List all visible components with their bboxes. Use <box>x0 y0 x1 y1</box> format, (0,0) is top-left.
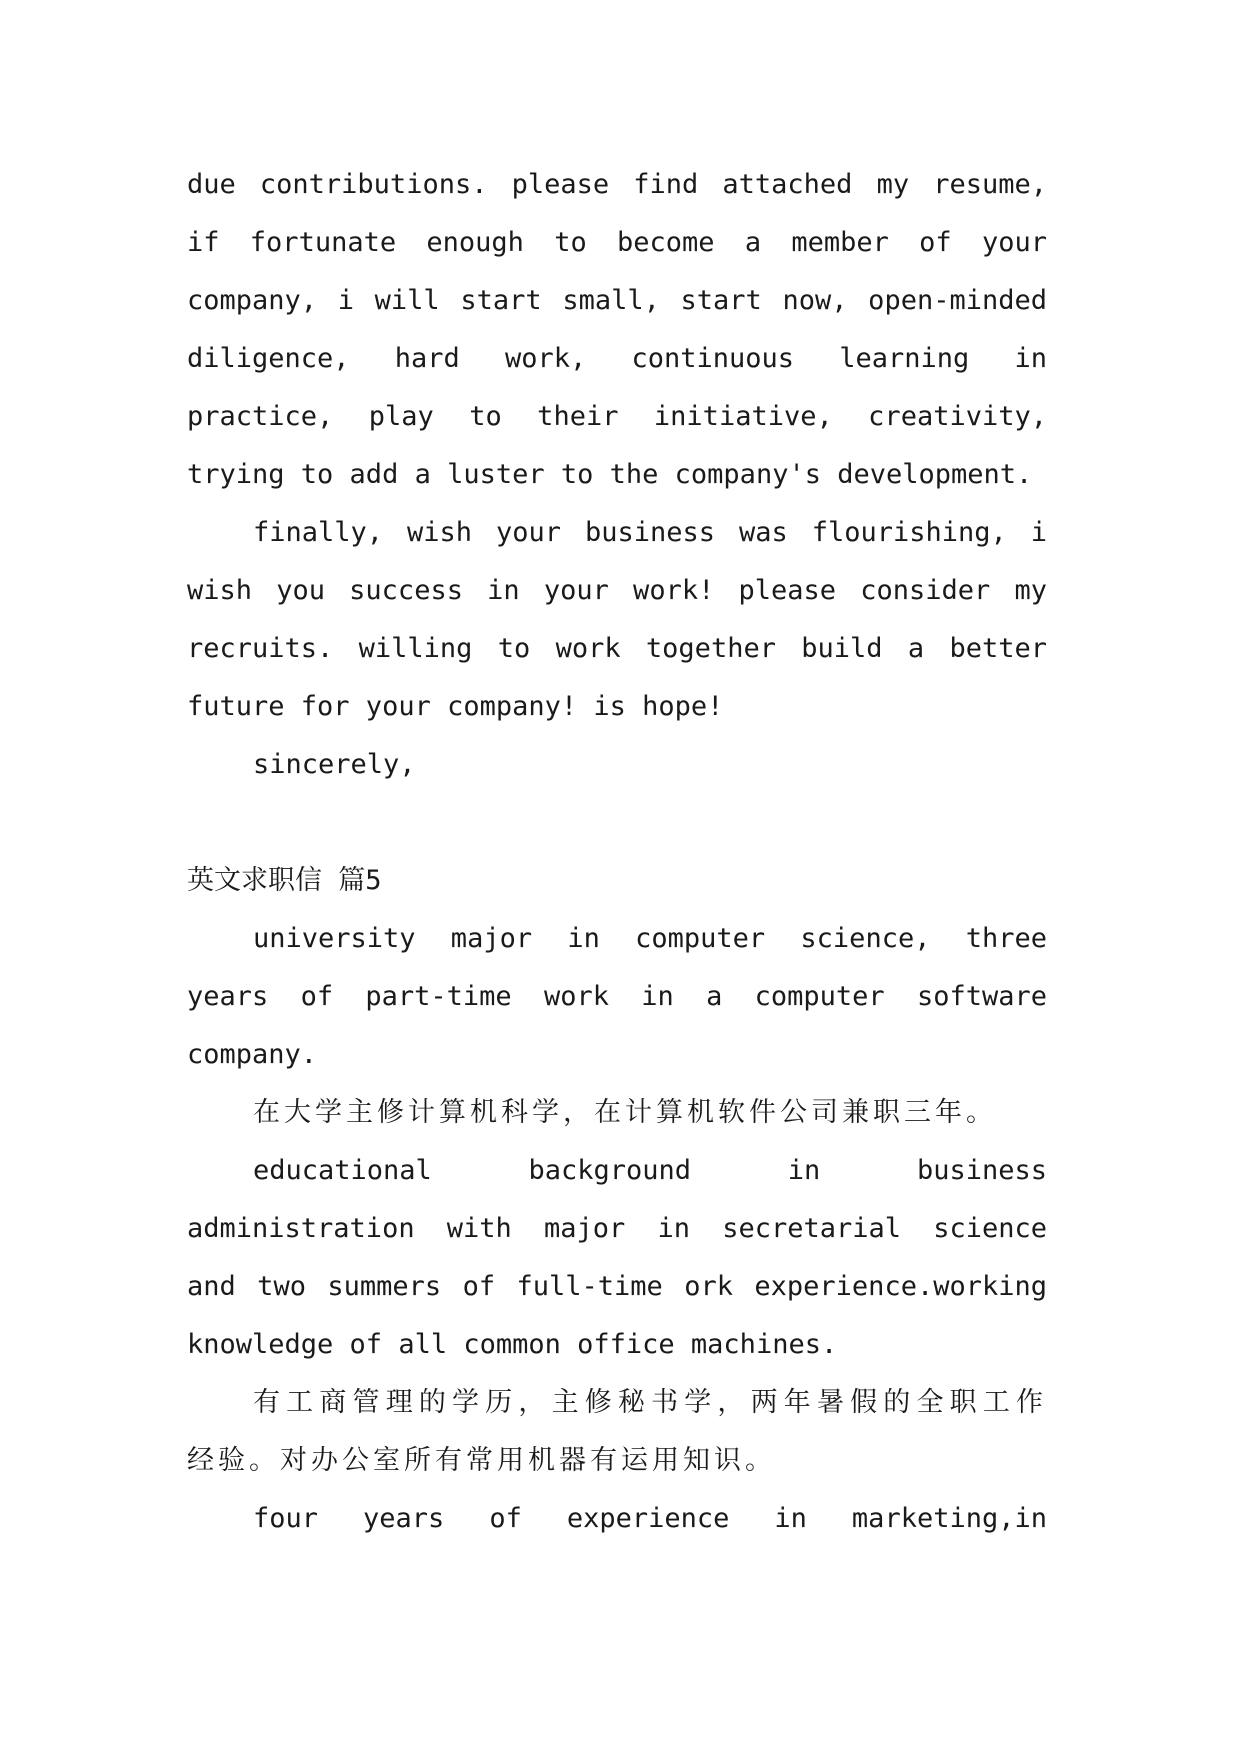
text-line: trying to add a luster to the company's development. <box>187 459 1033 490</box>
text-line: if fortunate enough to become a member of your <box>187 227 1047 258</box>
blank-line <box>187 794 1047 852</box>
paragraph-chinese-university <box>187 1084 1047 1142</box>
text-line: future for your company! is hope! <box>187 691 724 722</box>
text-line: years of part-time work in a computer software <box>187 981 1047 1012</box>
text-line: four years of experience in marketing,in <box>253 1503 1047 1534</box>
text-line: company, i will start small, start now, open-minded <box>187 285 1047 316</box>
text-line: finally, wish your business was flourishing, i <box>253 517 1047 548</box>
text-line: administration with major in secretarial science <box>187 1213 1047 1244</box>
text-line: practice, play to their initiative, creativity, <box>187 401 1047 432</box>
paragraph-finally <box>187 504 1047 736</box>
paragraph-contributions <box>187 156 1047 504</box>
text-line: educational background in business <box>253 1155 1047 1186</box>
text-line: knowledge of all common office machines. <box>187 1329 838 1360</box>
text-line: wish you success in your work! please consider my <box>187 575 1047 606</box>
text-line: university major in computer science, three <box>253 923 1047 954</box>
section-heading: 英文求职信 篇5 <box>187 865 382 896</box>
closing-text: sincerely, <box>253 749 416 780</box>
text-line: 经验。对办公室所有常用机器有运用知识。 <box>187 1445 776 1476</box>
text-line: due contributions. please find attached my resume, <box>187 169 1047 200</box>
text-line: company. <box>187 1039 318 1070</box>
paragraph-chinese-educational <box>187 1374 1047 1490</box>
text-line: 在大学主修计算机科学，在计算机软件公司兼职三年。 <box>253 1097 997 1128</box>
text-line: and two summers of full-time ork experience.working <box>187 1271 1047 1302</box>
paragraph-four-years <box>187 1490 1047 1548</box>
document-page <box>187 156 1047 1548</box>
text-line: recruits. willing to work together build a better <box>187 633 1047 664</box>
text-line: diligence, hard work, continuous learning in <box>187 343 1047 374</box>
paragraph-university <box>187 910 1047 1084</box>
paragraph-educational <box>187 1142 1047 1374</box>
text-line: 有工商管理的学历，主修秘书学，两年暑假的全职工作 <box>253 1387 1047 1418</box>
